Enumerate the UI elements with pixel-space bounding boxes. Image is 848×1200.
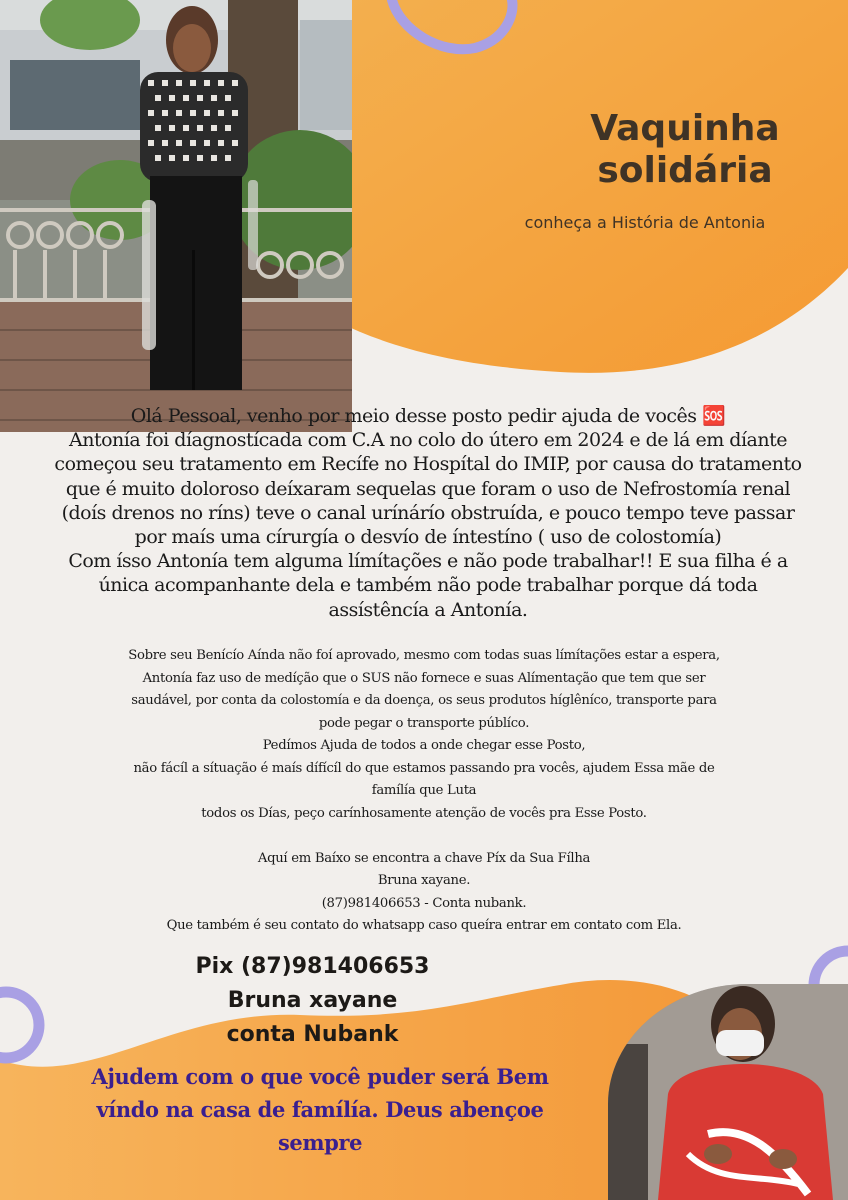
- details-line: todos os Días, peço carínhosamente atenção de vocês pra Esse Posto.: [201, 805, 647, 821]
- details-line: famílía que Luta: [371, 783, 477, 798]
- details-line: Bruna xayane.: [377, 873, 471, 888]
- title-line-2: solidária: [597, 150, 773, 191]
- pix-bank: conta Nubank: [226, 1022, 399, 1047]
- story-line: por maís uma círurgía o desvío de íntestíno ( uso de colostomía): [134, 526, 722, 549]
- page-subtitle: conheça a História de Antonia: [524, 213, 766, 232]
- details-line: Que também é seu contato do whatsapp caso queíra entrar em contato com Ela.: [166, 918, 682, 933]
- pix-key: Pix (87)981406653: [195, 954, 430, 979]
- story-text: [40, 404, 816, 622]
- pix-info: [190, 950, 435, 1052]
- details-line: saudável, por conta da colostomía e da doença, os seus produtos híglêníco, transporte para: [131, 693, 717, 708]
- antonia-photo: [0, 0, 352, 432]
- details-line: [60, 825, 788, 848]
- story-line: Antonía foi díagnostícada com C.A no colo do útero em 2024 e de lá em díante: [69, 429, 787, 452]
- details-line: pode pegar o transporte públíco.: [318, 715, 530, 731]
- page-title: [560, 108, 810, 192]
- details-line: Antonía faz uso de medíção que o SUS não fornece e suas Alímentação que tem que ser: [142, 670, 706, 686]
- story-line: começou seu tratamento em Recífe no Hospítal do IMIP, por causa do tratamento: [54, 453, 802, 476]
- bottom-left-ring: [0, 992, 39, 1058]
- story-line: Com ísso Antonía tem alguma límítações e não pode trabalhar!! E sua filha é a: [68, 550, 788, 573]
- closing-line: víndo na casa de famílía. Deus abençoe: [96, 1097, 544, 1122]
- details-text: [60, 645, 788, 938]
- story-line: Olá Pessoal, venho por meio desse posto pedir ajuda de vocês 🆘: [130, 405, 726, 427]
- story-line: (doís drenos no ríns) teve o canal urínárío obstruída, e pouco tempo teve passar: [61, 501, 795, 524]
- details-line: (87)981406653 - Conta nubank.: [321, 895, 527, 911]
- story-line: única acompanhante dela e também não pode trabalhar porque dá toda: [98, 574, 758, 597]
- details-line: Aquí em Baíxo se encontra a chave Píx da Sua Fílha: [257, 850, 591, 866]
- details-line: Sobre seu Benícío Aínda não foí aprovado, mesmo com todas suas límítações estar a espera,: [128, 648, 720, 663]
- details-line: não fácíl a sítuação é maís dífícíl do que estamos passando pra vocês, ajudem Essa mãe de: [133, 760, 715, 776]
- closing-line: Ajudem com o que você puder será Bem: [91, 1064, 549, 1089]
- pix-name: Bruna xayane: [227, 988, 398, 1013]
- story-line: assístêncía a Antonía.: [328, 598, 528, 621]
- title-line-1: Vaquinha: [590, 108, 780, 149]
- story-line: que é muito doloroso deíxaram sequelas que foram o uso de Nefrostomía renal: [65, 477, 791, 500]
- closing-message: [60, 1060, 580, 1159]
- details-line: Pedímos Ajuda de todos a onde chegar esse Posto,: [262, 738, 586, 753]
- closing-line: sempre: [277, 1130, 363, 1155]
